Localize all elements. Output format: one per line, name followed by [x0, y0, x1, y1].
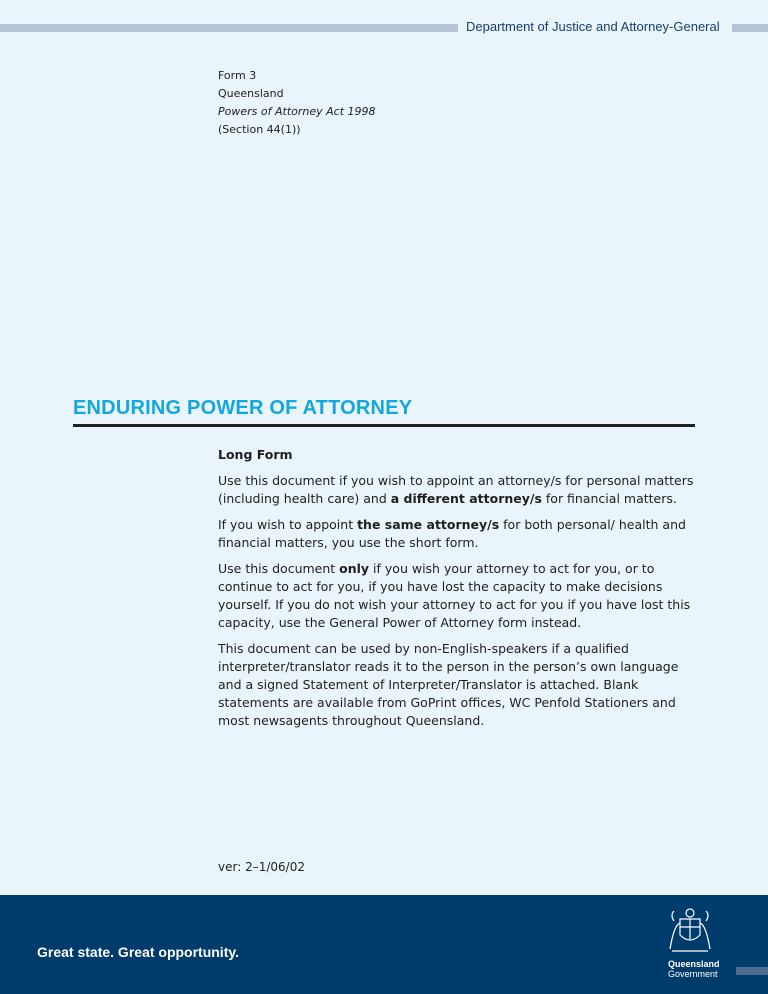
subheading: Long Form: [218, 447, 293, 462]
p3-emphasis: only: [339, 561, 370, 576]
form-meta: [218, 67, 376, 139]
footer-bar-right: [736, 967, 768, 975]
form-section: (Section 44(1)): [218, 123, 301, 136]
queensland-government-logo: [668, 959, 720, 979]
department-name: Department of Justice and Attorney-General: [466, 19, 720, 34]
header-bar-left: [0, 24, 458, 32]
paragraph-3: [218, 560, 700, 632]
version-label: ver: 2–1/06/02: [218, 860, 305, 874]
p1-text-a: Use this document if you wish to appoint an attorney/s for personal matters (including health care) and: [218, 473, 694, 506]
paragraph-1: [218, 472, 700, 508]
footer: [0, 895, 768, 994]
p2-text-c: for both personal/ health and financial matters, you use the short form.: [218, 517, 686, 550]
form-state: Queensland: [218, 87, 284, 100]
p3-text-c: if you wish your attorney to act for you, or to continue to act for you, if you have lost the capacity to make decisions yourself. If you do not wish your attorney to act for you if you have lost this capacity, use the General Power of Attorney form instead.: [218, 561, 691, 630]
gov-line-1: Queensland: [668, 959, 720, 969]
paragraph-2: [218, 516, 700, 552]
page-title: ENDURING POWER OF ATTORNEY: [73, 397, 413, 419]
p1-emphasis: a different attorney/s: [390, 491, 542, 506]
document-body: [218, 446, 700, 738]
paragraph-4: This document can be used by non-English-speakers if a qualified interpreter/translator reads it to the person in the person’s own language and a signed Statement of Interpreter/Translator is attached. Blank statements are available from GoPrint offices, WC Penfold Stationers and most newsagents throughout Queensland.: [218, 641, 679, 728]
queensland-crest-icon: [664, 905, 716, 957]
gov-line-2: Government: [668, 969, 718, 979]
header-bar-right: [732, 24, 768, 32]
p2-text-a: If you wish to appoint: [218, 517, 358, 532]
p3-text-a: Use this document: [218, 561, 340, 576]
p1-text-c: for financial matters.: [541, 491, 677, 506]
form-number: Form 3: [218, 69, 257, 82]
footer-tagline: Great state. Great opportunity.: [37, 944, 239, 960]
title-rule: [73, 424, 695, 427]
p2-emphasis: the same attorney/s: [357, 517, 500, 532]
form-act: Powers of Attorney Act 1998: [218, 105, 376, 118]
